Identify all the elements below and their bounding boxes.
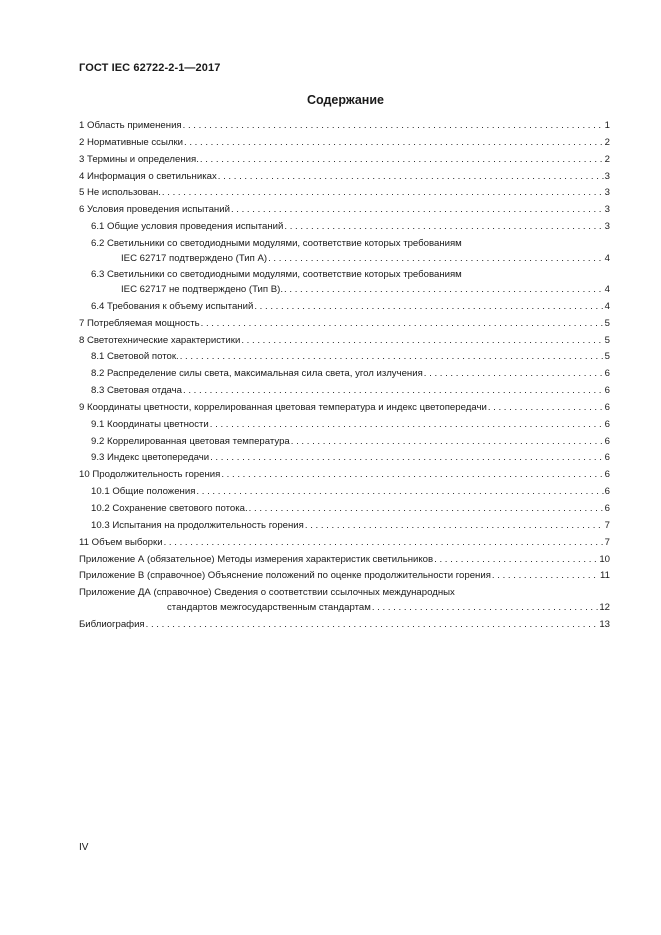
toc-leader — [291, 434, 604, 451]
toc-entry — [79, 568, 610, 585]
toc-page-number: 10 — [599, 553, 610, 565]
toc-leader — [268, 252, 604, 267]
toc-entry-text: 10.3 Испытания на продолжительность горения — [91, 519, 304, 531]
toc-leader — [372, 601, 598, 616]
toc-page-number: 6 — [604, 385, 610, 397]
toc-entry-text: Приложение А (обязательное) Методы измерения характеристик светильников — [79, 553, 434, 565]
toc-entry-text: 5 Не использован. — [79, 187, 161, 199]
toc-entry-text: 4 Информация о светильниках — [79, 170, 217, 182]
toc-leader — [180, 349, 604, 366]
table-of-contents — [79, 118, 610, 634]
toc-entry-text: 10 Продолжительность горения — [79, 469, 221, 481]
toc-page-number: 1 — [604, 120, 610, 131]
toc-leader — [218, 169, 604, 186]
toc-leader — [492, 568, 599, 585]
toc-leader — [183, 118, 604, 135]
toc-page-number: 13 — [599, 618, 610, 630]
toc-leader — [231, 202, 604, 219]
toc-entry-text: 8.2 Распределение силы света, максимальная сила света, угол излучения — [91, 368, 423, 380]
toc-page-number: 2 — [604, 136, 610, 148]
toc-leader — [164, 535, 604, 552]
toc-entry — [79, 484, 610, 501]
toc-page-number: 2 — [604, 153, 610, 165]
toc-page-number: 3 — [604, 170, 610, 182]
toc-entry — [79, 267, 610, 298]
toc-page-number: 3 — [604, 221, 610, 233]
toc-entry-text: Библиография — [79, 618, 145, 630]
toc-entry — [79, 617, 610, 634]
toc-entry — [79, 585, 610, 616]
toc-leader — [424, 366, 604, 383]
toc-entry-text-continued: IEC 62717 подтверждено (Тип А) — [121, 252, 268, 264]
toc-leader — [254, 299, 603, 316]
toc-entry — [79, 169, 610, 186]
toc-leader — [146, 617, 599, 634]
toc-entry-text: 2 Нормативные ссылки — [79, 136, 184, 148]
toc-entry — [79, 333, 610, 350]
toc-entry-text: 7 Потребляемая мощность — [79, 317, 200, 329]
toc-entry — [79, 135, 610, 152]
toc-entry-text: 9.2 Коррелированная цветовая температура — [91, 435, 290, 447]
toc-entry-text-continued: IEC 62717 не подтверждено (Тип В). — [121, 283, 284, 295]
toc-leader — [200, 152, 604, 169]
toc-page-number: 5 — [604, 317, 610, 329]
toc-entry — [79, 185, 610, 202]
toc-entry — [79, 118, 610, 135]
toc-page-number: 7 — [604, 519, 610, 531]
toc-page-number: 4 — [604, 300, 610, 312]
toc-page-number: 6 — [604, 368, 610, 380]
page-number-footer: IV — [79, 842, 89, 853]
toc-page-number: 5 — [604, 334, 610, 346]
toc-page-number: 6 — [604, 418, 610, 430]
toc-entry — [79, 467, 610, 484]
toc-page-number: 6 — [604, 503, 610, 514]
toc-leader — [488, 400, 604, 417]
toc-entry-text: 9 Координаты цветности, коррелированная цветовая температура и индекс цветопередачи — [79, 401, 487, 413]
toc-entry-text: 6.4 Требования к объему испытаний — [91, 300, 254, 312]
toc-entry-text: 6.2 Светильники со светодиодными модулями, соответствие которых требованиям — [91, 237, 462, 249]
toc-entry — [79, 366, 610, 383]
toc-entry — [79, 518, 610, 535]
page-title: Содержание — [306, 93, 384, 107]
toc-leader — [162, 185, 604, 202]
toc-page-number: 4 — [604, 283, 610, 295]
toc-entry-text: 8 Светотехнические характеристики — [79, 334, 241, 346]
toc-entry — [79, 501, 610, 518]
toc-page-number: 6 — [604, 452, 610, 464]
toc-page-number: 6 — [604, 486, 610, 498]
toc-entry — [79, 152, 610, 169]
toc-leader — [201, 316, 604, 333]
toc-entry-text: 8.3 Световая отдача — [91, 385, 182, 397]
toc-leader — [284, 219, 603, 236]
toc-leader — [210, 417, 604, 434]
toc-leader — [210, 450, 604, 467]
toc-entry — [79, 434, 610, 451]
toc-leader — [196, 484, 603, 501]
toc-entry-text: 3 Термины и определения. — [79, 153, 199, 165]
toc-page-number: 4 — [604, 252, 610, 264]
toc-page-number: 3 — [604, 187, 610, 199]
toc-leader — [241, 333, 603, 350]
toc-entry-text: 8.1 Световой поток. — [91, 351, 179, 363]
toc-entry-text-continued: стандартов межгосударственным стандартам — [167, 601, 371, 613]
toc-leader — [221, 467, 603, 484]
toc-entry-text: 6.3 Светильники со светодиодными модулями, соответствие которых требованиям — [91, 269, 462, 281]
toc-leader — [184, 135, 604, 152]
toc-page-number: 12 — [599, 601, 610, 613]
toc-entry-text: 9.3 Индекс цветопередачи — [91, 452, 210, 464]
toc-page-number: 6 — [604, 469, 610, 481]
toc-entry — [79, 552, 610, 569]
toc-page-number: 6 — [604, 435, 610, 447]
toc-page-number: 7 — [604, 536, 610, 548]
toc-entry-text: 1 Область применения — [79, 120, 182, 131]
toc-page-number: 3 — [604, 204, 610, 216]
toc-leader — [284, 283, 604, 298]
toc-entry — [79, 236, 610, 267]
toc-entry-text: Приложение В (справочное) Объяснение положений по оценке продолжительности горения — [79, 570, 491, 582]
toc-entry-text: 11 Объем выборки — [79, 536, 163, 548]
document-header: ГОСТ IEC 62722-2-1—2017 — [79, 62, 221, 74]
toc-leader — [434, 552, 598, 569]
toc-entry — [79, 535, 610, 552]
toc-entry — [79, 417, 610, 434]
toc-entry — [79, 383, 610, 400]
toc-leader — [249, 501, 604, 518]
toc-page-number: 6 — [604, 401, 610, 413]
toc-leader — [305, 518, 604, 535]
toc-entry-text: 10.2 Сохранение светового потока. — [91, 503, 248, 514]
toc-entry — [79, 202, 610, 219]
toc-entry-text: Приложение ДА (справочное) Сведения о соответствии ссылочных международных — [79, 587, 455, 599]
toc-entry — [79, 349, 610, 366]
toc-entry — [79, 219, 610, 236]
toc-entry — [79, 316, 610, 333]
toc-entry — [79, 299, 610, 316]
toc-entry-text: 9.1 Координаты цветности — [91, 418, 209, 430]
toc-entry-text: 10.1 Общие положения — [91, 486, 196, 498]
toc-entry — [79, 450, 610, 467]
toc-leader — [183, 383, 604, 400]
toc-entry — [79, 400, 610, 417]
toc-page-number: 5 — [604, 351, 610, 363]
toc-page-number: 11 — [600, 570, 610, 582]
toc-entry-text: 6.1 Общие условия проведения испытаний — [91, 221, 284, 233]
toc-entry-text: 6 Условия проведения испытаний — [79, 204, 230, 216]
